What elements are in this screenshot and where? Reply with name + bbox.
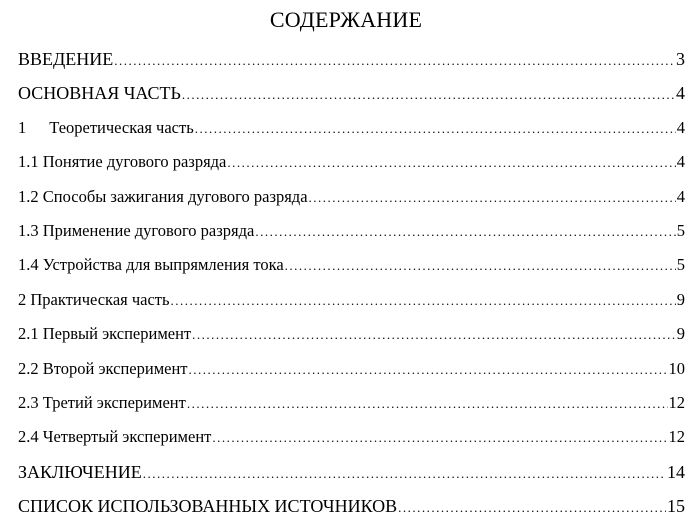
toc-entry-1-3[interactable] bbox=[18, 216, 685, 250]
toc-page-number: 9 bbox=[676, 289, 685, 309]
toc-page-number: 12 bbox=[668, 392, 685, 412]
toc-entry-label: СПИСОК ИСПОЛЬЗОВАННЫХ ИСТОЧНИКОВ bbox=[18, 496, 398, 517]
toc-entry-label bbox=[18, 113, 194, 143]
toc-page-number: 10 bbox=[668, 358, 685, 378]
toc-page-number: 3 bbox=[676, 49, 685, 69]
dot-leader bbox=[255, 217, 675, 247]
toc-entry-label: 2.1 Первый эксперимент bbox=[18, 324, 192, 344]
toc-entry-label: 2.2 Второй эксперимент bbox=[18, 358, 188, 378]
toc-entry-label: 2.4 Четвертый эксперимент bbox=[18, 427, 212, 447]
toc-page-number: 14 bbox=[667, 461, 685, 482]
toc-entry-label: 2.3 Третий эксперимент bbox=[18, 392, 186, 412]
toc-title: СОДЕРЖАНИЕ bbox=[269, 7, 423, 32]
toc-entry-2-1[interactable] bbox=[18, 319, 685, 353]
dot-leader bbox=[212, 423, 667, 453]
toc-entry-label: ВВЕДЕНИЕ bbox=[18, 49, 114, 69]
toc-page-number: 4 bbox=[676, 83, 685, 104]
toc-page-number: 5 bbox=[676, 220, 685, 240]
toc-entry-label: 1.2 Способы зажигания дугового разряда bbox=[18, 186, 308, 206]
toc-entry-references[interactable] bbox=[18, 491, 685, 525]
toc-entry-label: 1.3 Применение дугового разряда bbox=[18, 220, 255, 240]
dot-leader bbox=[171, 286, 676, 316]
toc-entry-2-3[interactable] bbox=[18, 388, 685, 422]
toc-entry-label: 2 Практическая часть bbox=[18, 289, 170, 309]
dot-leader bbox=[285, 251, 676, 281]
dot-leader bbox=[114, 46, 675, 76]
toc-page-number: 4 bbox=[676, 152, 685, 172]
dot-leader bbox=[192, 320, 676, 350]
toc-entry-label: 1.1 Понятие дугового разряда bbox=[18, 152, 227, 172]
toc-entry-number: 1 bbox=[18, 117, 27, 137]
table-of-contents bbox=[18, 44, 685, 525]
toc-entry-conclusion[interactable] bbox=[18, 457, 685, 491]
toc-page-number: 12 bbox=[668, 427, 685, 447]
toc-entry-label: ЗАКЛЮЧЕНИЕ bbox=[18, 461, 142, 482]
dot-leader bbox=[309, 183, 676, 213]
dot-leader bbox=[189, 355, 668, 385]
toc-entry-main-part[interactable] bbox=[18, 78, 685, 112]
toc-entry-1-4[interactable] bbox=[18, 250, 685, 284]
dot-leader bbox=[227, 148, 675, 178]
toc-page-number: 15 bbox=[667, 496, 685, 517]
toc-entry-text: Теоретическая часть bbox=[49, 117, 194, 137]
toc-entry-theoretical-part[interactable] bbox=[18, 113, 685, 147]
dot-leader bbox=[187, 389, 668, 419]
toc-entry-1-2[interactable] bbox=[18, 182, 685, 216]
toc-page-number: 4 bbox=[676, 186, 685, 206]
toc-page-number: 4 bbox=[676, 117, 685, 137]
toc-entry-2-4[interactable] bbox=[18, 422, 685, 456]
toc-page-number: 5 bbox=[676, 255, 685, 275]
dot-leader bbox=[182, 80, 675, 110]
dot-leader bbox=[143, 459, 666, 489]
toc-entry-label: 1.4 Устройства для выпрямления тока bbox=[18, 255, 284, 275]
dot-leader bbox=[195, 114, 676, 144]
toc-entry-2-2[interactable] bbox=[18, 354, 685, 388]
toc-page-number: 9 bbox=[676, 324, 685, 344]
toc-entry-practical-part[interactable] bbox=[18, 285, 685, 319]
toc-entry-label: ОСНОВНАЯ ЧАСТЬ bbox=[18, 83, 181, 104]
toc-entry-introduction[interactable] bbox=[18, 44, 685, 78]
dot-leader bbox=[398, 493, 666, 523]
toc-entry-1-1[interactable] bbox=[18, 147, 685, 181]
